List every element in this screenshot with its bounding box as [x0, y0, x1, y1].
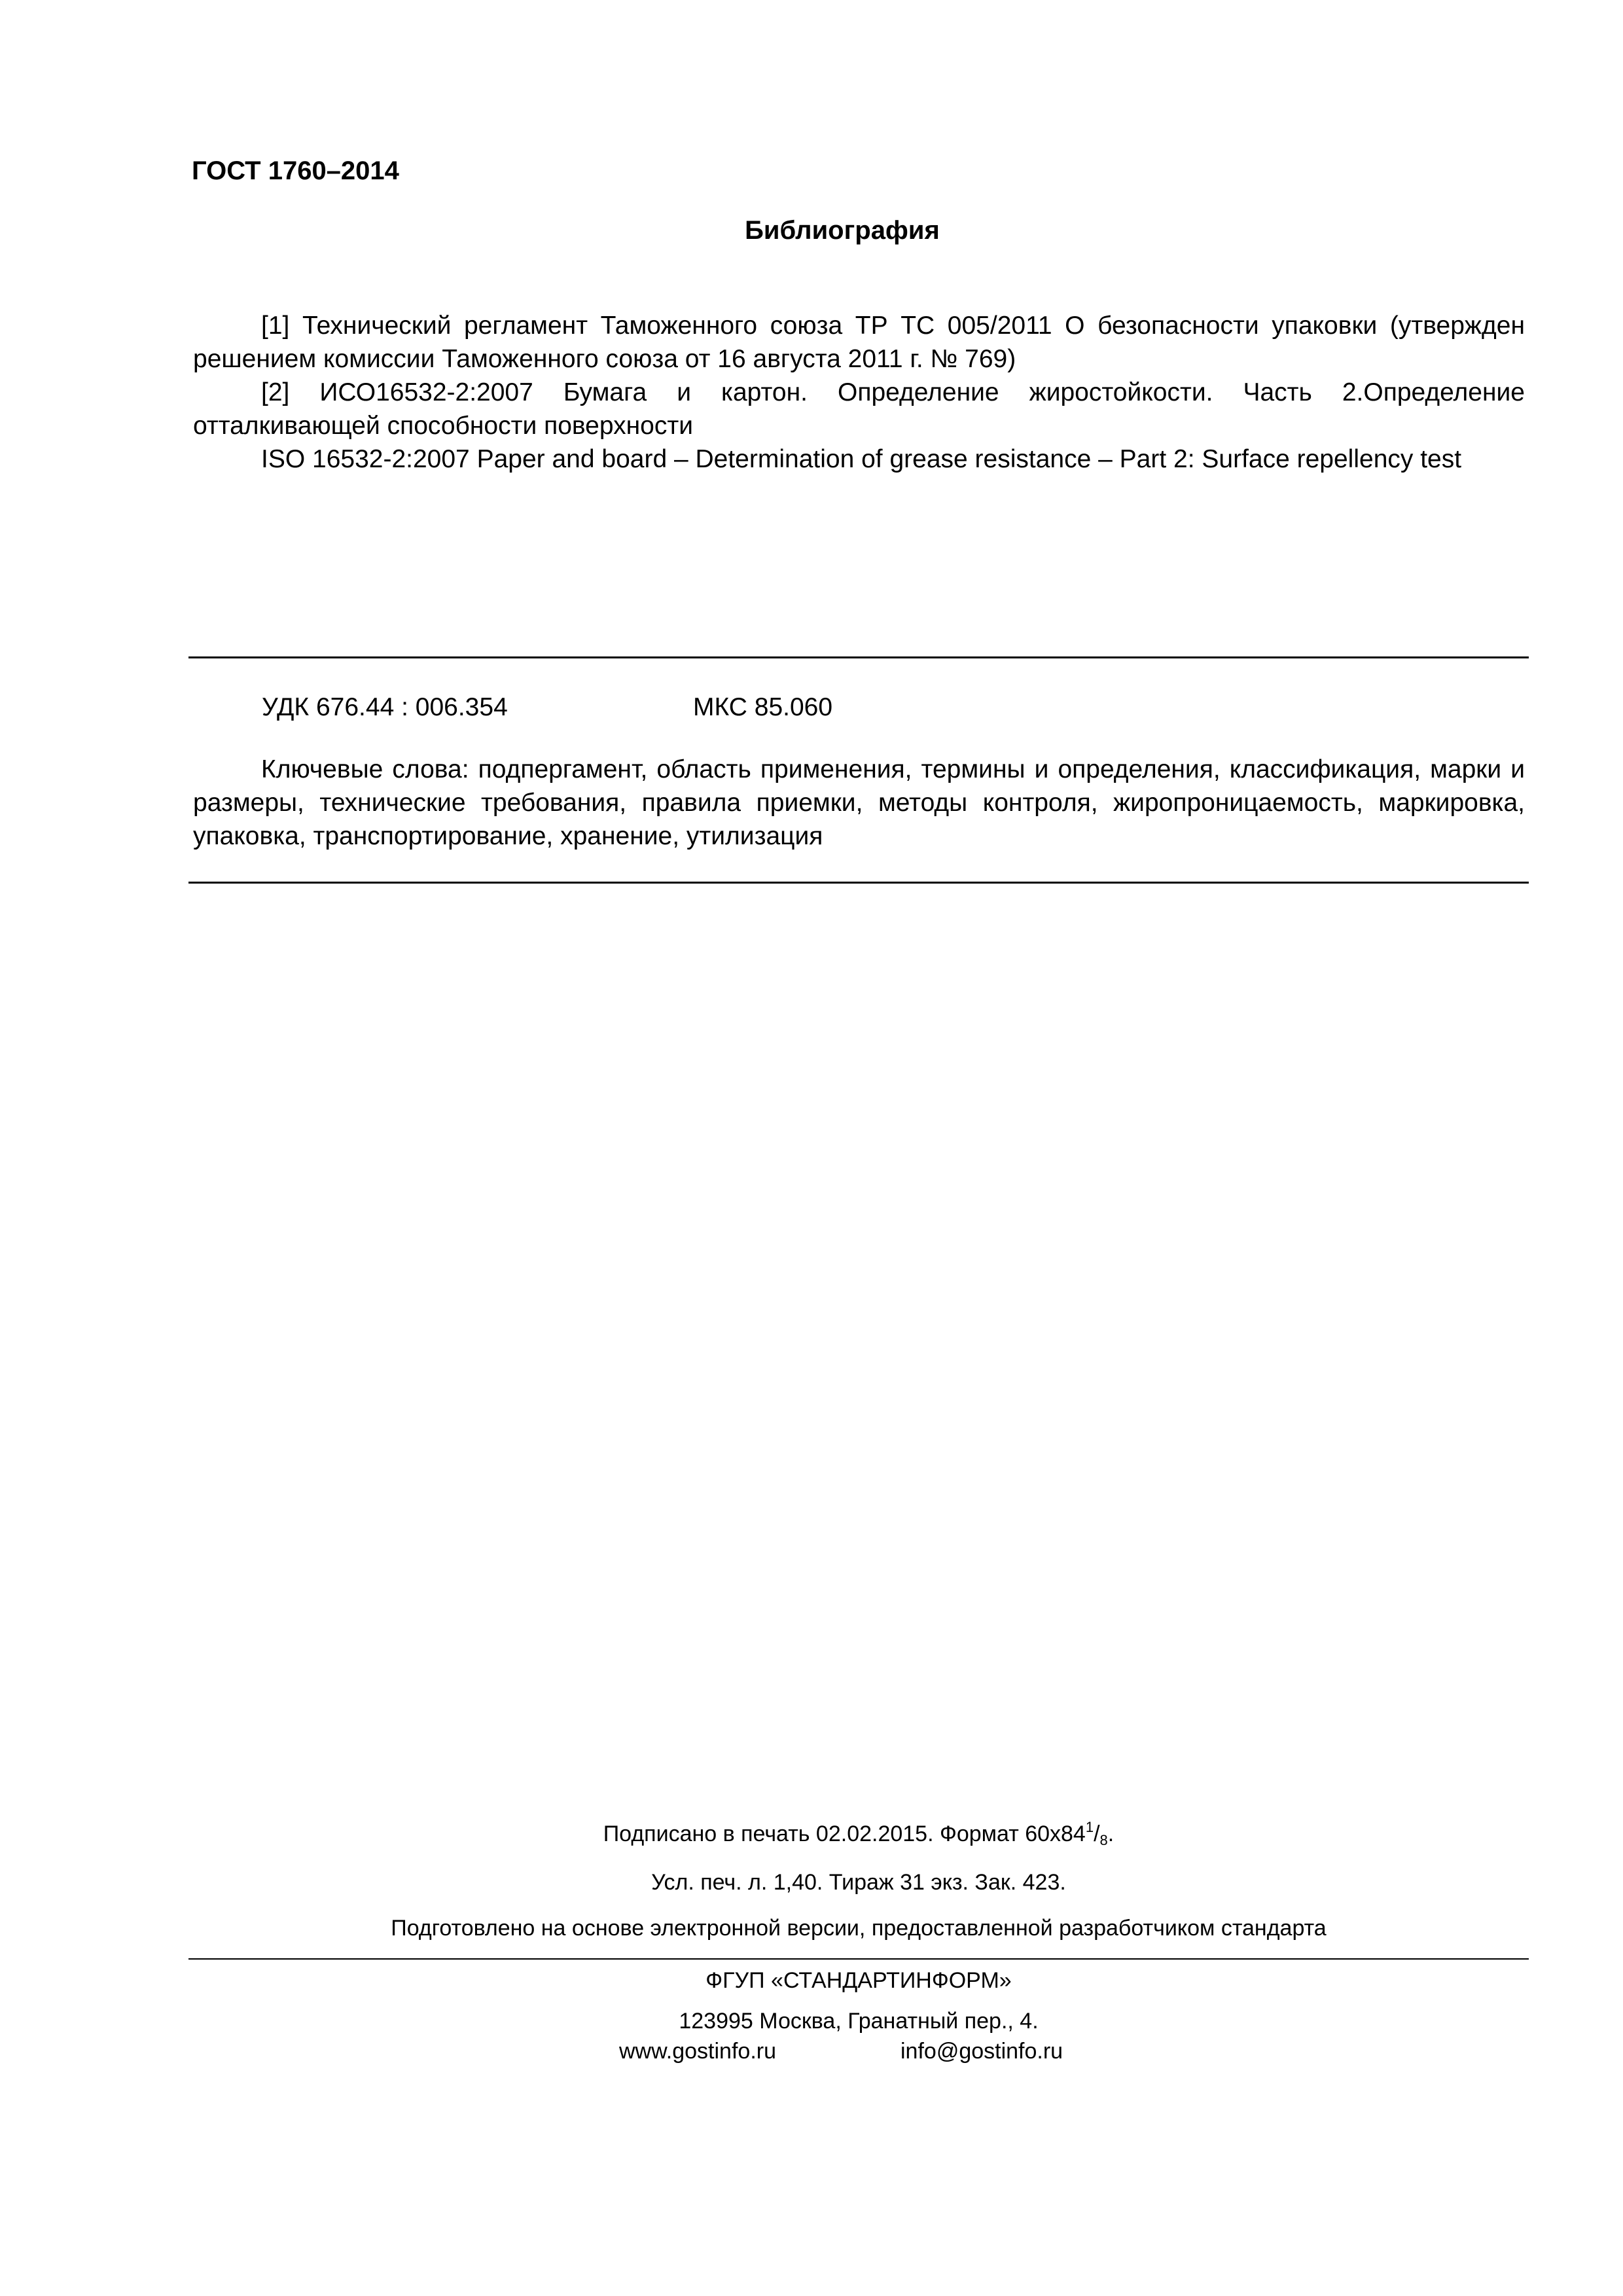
keywords: Ключевые слова: подпергамент, область применения, термины и определения, классификация, марки и размеры, технические требования, правила приемки, методы контроля, жиропроницаемость, маркировка, упаковка, транспортирование, хранение, утилизация	[193, 755, 1525, 850]
document-code: ГОСТ 1760–2014	[192, 156, 399, 185]
bibliography-entry-2-english: ISO 16532-2:2007 Paper and board – Determination of grease resistance – Part 2: Surface repellency test	[261, 445, 1462, 473]
format-subscript: 8	[1099, 1832, 1108, 1848]
bibliography-entry-1: [1] Технический регламент Таможенного союза ТР ТС 005/2011 О безопасности упаковки (утвержден решением комиссии Таможенного союза от 16 августа 2011 г. № 769)	[193, 312, 1525, 373]
mks-code: МКС 85.060	[693, 693, 833, 721]
publisher-name: ФГУП «СТАНДАРТИНФОРМ»	[705, 1968, 1012, 1993]
print-info: Усл. печ. л. 1,40. Тираж 31 экз. Зак. 423.	[651, 1870, 1066, 1895]
bibliography-title: Библиография	[745, 216, 940, 245]
divider-top	[188, 656, 1529, 658]
website-link[interactable]: www.gostinfo.ru	[619, 2039, 776, 2064]
email-link[interactable]: info@gostinfo.ru	[901, 2039, 1063, 2064]
format-superscript: 1	[1085, 1819, 1094, 1835]
publisher-address: 123995 Москва, Гранатный пер., 4.	[679, 2009, 1039, 2034]
format-end: .	[1107, 1821, 1115, 1846]
imprint-divider	[188, 1958, 1529, 1960]
signed-to-print-text: Подписано в печать 02.02.2015. Формат 60x84	[603, 1821, 1086, 1846]
udk-code: УДК 676.44 : 006.354	[262, 693, 508, 721]
signed-to-print	[188, 1820, 1529, 1848]
divider-bottom	[188, 882, 1529, 884]
bibliography-entry-2: [2] ИСО16532-2:2007 Бумага и картон. Определение жиростойкости. Часть 2.Определение отталкивающей способности поверхности	[193, 378, 1525, 440]
prepared-note: Подготовлено на основе электронной версии, предоставленной разработчиком стандарта	[391, 1916, 1327, 1941]
format-slash: /	[1094, 1821, 1100, 1846]
